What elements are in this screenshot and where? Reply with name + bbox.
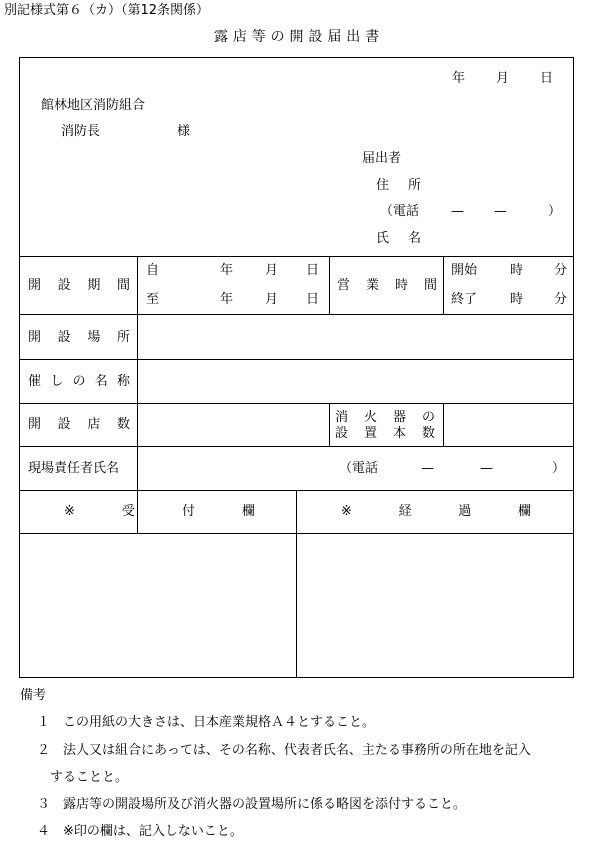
period-to: 至 <box>146 292 160 307</box>
date-month: 月 <box>496 71 510 86</box>
end-hour: 時 <box>510 292 524 307</box>
form-title: 露店等の開設届出書 <box>213 29 385 45</box>
period-label: 開 設 期 間 <box>28 278 130 293</box>
stores-divider <box>329 403 330 446</box>
start-minute: 分 <box>554 263 568 278</box>
address-label: 住 所 <box>376 178 421 193</box>
from-day: 日 <box>306 263 320 278</box>
manager-phone-close: ） <box>552 461 566 476</box>
form-id: 別記様式第６（カ）（第12条関係） <box>4 3 210 18</box>
period-from: 自 <box>146 263 160 278</box>
manager-phone-dash: — <box>421 461 434 476</box>
to-day: 日 <box>306 292 320 307</box>
phone-dash: — <box>494 204 507 219</box>
note-item: ２ 法人又は組合にあっては、その名称、代表者氏名、主たる事務所の所在地を記入 <box>37 743 531 758</box>
manager-label: 現場責任者氏名 <box>28 461 120 476</box>
recipient-honorific: 様 <box>177 124 191 139</box>
stores-label: 開 設 店 数 <box>28 417 130 432</box>
reception-column-header: ※ 受 付 欄 <box>64 504 255 519</box>
hours-label: 営 業 時 間 <box>337 278 437 293</box>
place-label: 開 設 場 所 <box>28 330 130 345</box>
to-month: 月 <box>265 292 279 307</box>
row-divider <box>20 314 573 315</box>
note-item: ３ 露店等の開設場所及び消火器の設置場所に係る略図を添付すること。 <box>37 797 467 812</box>
row-divider <box>20 403 573 404</box>
extinguisher-label-1: 消 火 器 の <box>335 410 435 425</box>
phone-open: （電話 <box>380 204 420 219</box>
event-label: 催 し の 名 称 <box>28 374 130 389</box>
hours-end: 終了 <box>451 292 478 307</box>
name-label: 氏 名 <box>376 231 421 246</box>
hours-divider <box>443 256 444 314</box>
notes-heading: 備考 <box>20 688 47 703</box>
start-hour: 時 <box>510 263 524 278</box>
notifier-label: 届出者 <box>362 151 402 166</box>
row-divider <box>20 256 573 257</box>
office-divider <box>296 490 297 678</box>
manager-phone-open: （電話 <box>339 461 379 476</box>
manager-phone-dash: — <box>480 461 493 476</box>
label-column-divider <box>137 256 138 533</box>
recipient-org: 館林地区消防組合 <box>41 98 146 113</box>
note-item-continuation: することと。 <box>50 770 129 785</box>
phone-dash: — <box>451 204 464 219</box>
end-minute: 分 <box>554 292 568 307</box>
note-item: １ この用紙の大きさは、日本産業規格Ａ４とすること。 <box>37 715 376 730</box>
phone-close: ） <box>548 204 562 219</box>
extinguisher-divider <box>443 403 444 446</box>
row-divider <box>20 446 573 447</box>
note-item: ４ ※印の欄は、記入しないこと。 <box>37 824 243 839</box>
extinguisher-label-2: 設 置 本 数 <box>335 426 435 441</box>
row-divider <box>20 359 573 360</box>
date-year: 年 <box>452 71 466 86</box>
from-month: 月 <box>265 263 279 278</box>
from-year: 年 <box>220 263 234 278</box>
hours-start: 開始 <box>451 263 478 278</box>
progress-column-header: ※ 経 過 欄 <box>341 504 531 519</box>
to-year: 年 <box>220 292 234 307</box>
period-divider <box>329 256 330 314</box>
date-day: 日 <box>540 71 554 86</box>
form-table <box>19 57 574 678</box>
recipient-title: 消防長 <box>61 124 101 139</box>
